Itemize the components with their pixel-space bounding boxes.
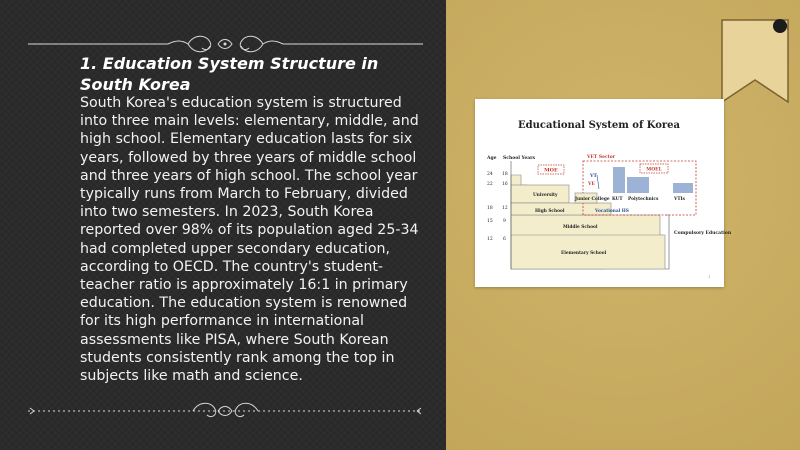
polytechnics-bar [627,177,649,193]
age-label: 18 [487,206,493,211]
ve-label: VE [588,182,595,187]
university-label: University [533,193,558,198]
age-label: 22 [487,182,493,187]
compulsory-label: Compulsory Education [674,231,732,236]
school-year-label: 9 [503,219,506,224]
school-year-label: 6 [503,237,506,242]
vt-label: VT [590,174,597,179]
slide-body-text: South Korea's education system is structured into three main levels: elementary, middle, and high school. Elementary education lasts for six years, followed by three years of middle school and three years of high school. The school year typically runs from March to February, divided into two semesters. In 2023, South Korea reported over 98% of its population aged 25-34 had completed upper secondary education, according to OECD. The country's student-teacher ratio is approximately 16:1 in primary education. The education system is renowned for its high performance in international assessments like PISA, where South Korean students consistently rank among the top in subjects like math and science. [80,95,419,385]
vet-sector-label: VET Sector [587,155,616,160]
high-school-label: High School [535,209,565,214]
education-system-diagram [475,99,732,287]
polytechnics-label: Polytechnics [628,197,659,202]
compulsory-bracket [665,215,669,269]
diagram-title: Educational System of Korea [518,120,680,131]
moe-label: MOE [544,167,558,174]
moel-label: MOEL [646,167,662,173]
age-label: 12 [487,237,493,242]
vtis-label: VTIs [674,197,685,202]
junior-college-label: Junior College [575,197,610,202]
school-year-label: 12 [502,206,508,211]
school-years-header: School Years [503,156,536,161]
age-label: 15 [487,219,493,224]
vtis-bar [673,183,693,193]
elementary-school-label: Elementary School [561,251,607,256]
school-year-label: 16 [502,182,508,187]
vocational-hs-label: Vocational HS [595,209,629,214]
bottom-ornament-divider [28,395,423,419]
age-label: 24 [487,172,493,177]
kut-bar [613,167,625,193]
vt-arrow [597,175,599,189]
school-year-label: 18 [502,172,508,177]
bookmark-ribbon-icon [720,18,790,104]
middle-school-label: Middle School [563,225,598,230]
age-header: Age [487,156,497,161]
figure-page-number: 1 [708,274,711,279]
slide-title: 1. Education System Structure in South Korea [80,54,379,94]
kut-label: KUT [612,197,623,202]
